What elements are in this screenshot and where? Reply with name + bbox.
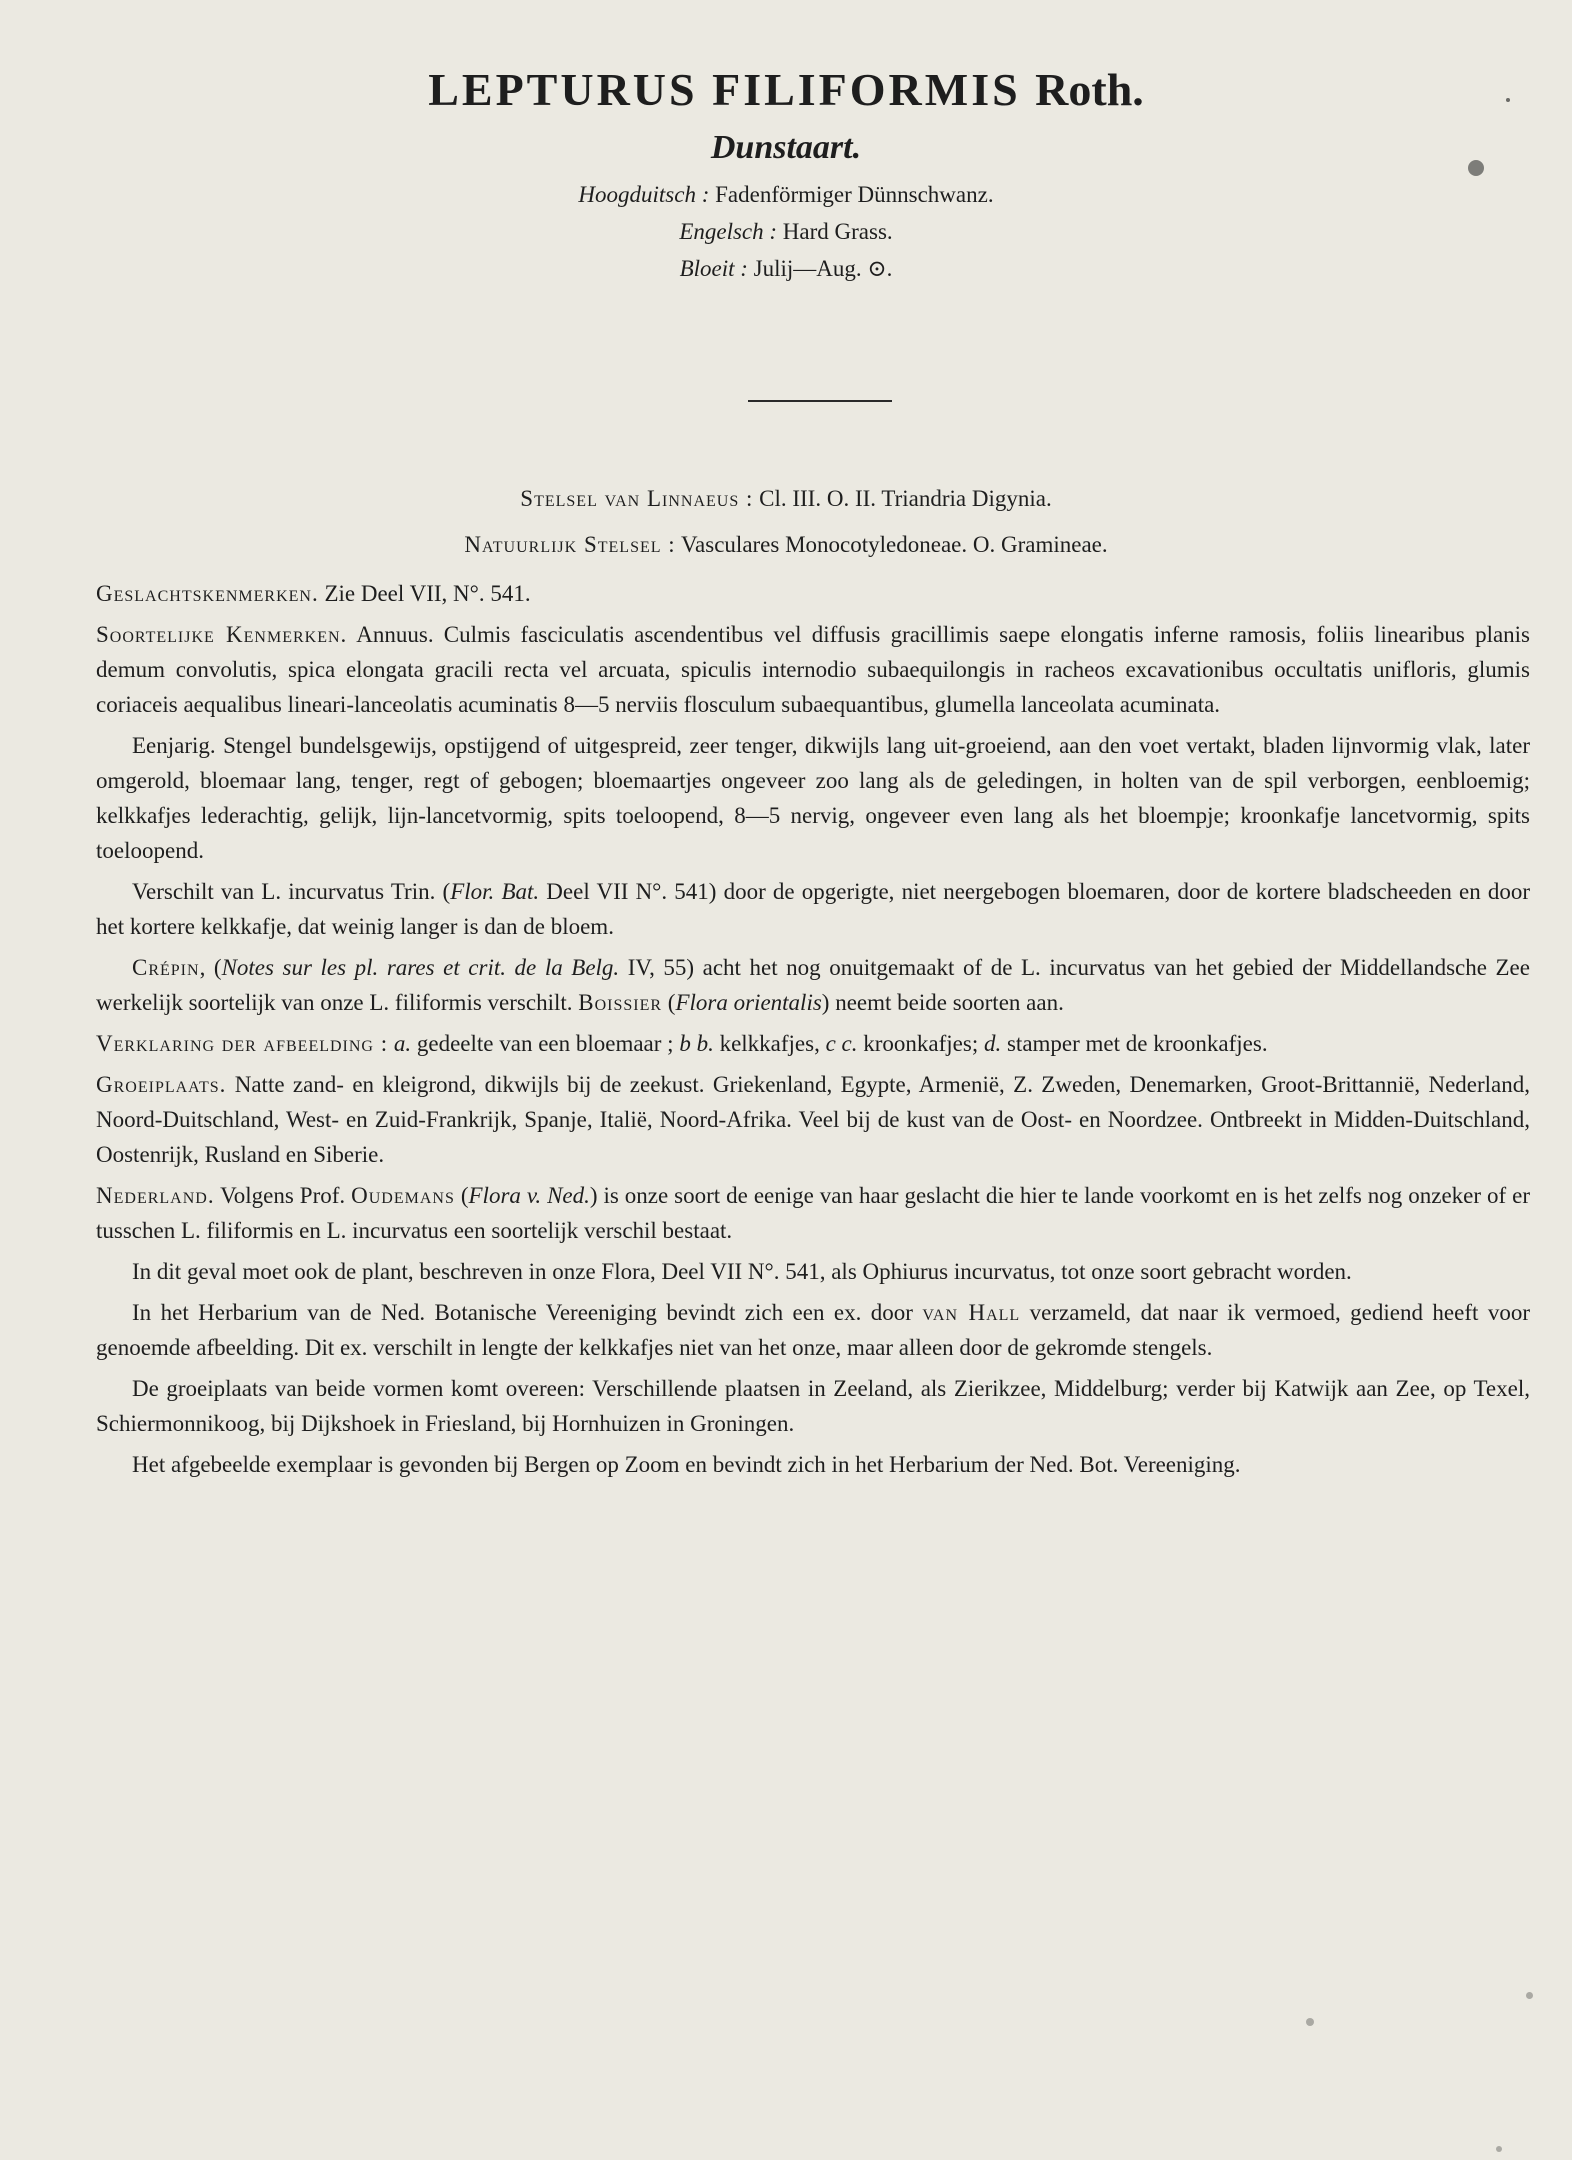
text-run: Verschilt van L. incurvatus Trin. ( bbox=[132, 879, 451, 904]
text-run: ( bbox=[662, 990, 676, 1015]
author-name: Crépin bbox=[132, 955, 200, 980]
text-run: kelkkafjes, bbox=[713, 1031, 826, 1056]
genus-characters-paragraph bbox=[96, 576, 1530, 611]
text-run: stamper met de kroonkafjes. bbox=[1001, 1031, 1268, 1056]
system-value: Cl. III. O. II. Triandria Digynia. bbox=[759, 486, 1052, 511]
text-run: ) is onze soort de eenige van haar geslacht die hier te lande voorkomt en is het zelfs nog onzeker of er tusschen L. filiformis en L. incurvatus een soortelijk verschil bestaat. bbox=[96, 1183, 1530, 1243]
vernacular-names bbox=[0, 176, 1572, 287]
name-line-bloom bbox=[0, 250, 1572, 287]
text-run: Volgens Prof. bbox=[220, 1183, 346, 1208]
citation: Flora v. Ned. bbox=[468, 1183, 590, 1208]
divider-rule bbox=[748, 400, 892, 402]
ophiurus-paragraph: In dit geval moet ook de plant, beschreven in onze Flora, Deel VII N°. 541, als Ophiurus incurvatus, tot onze soort gebracht worden. bbox=[132, 1259, 1352, 1284]
linnaeus-system-line bbox=[0, 486, 1572, 512]
text-run: Deel VII N°. 541) door de opgerigte, niet neergebogen bloemaren, door de kortere bladscheeden en door het kortere kelkkafje, dat weinig langer is dan de bloem. bbox=[96, 879, 1531, 939]
localities-paragraph: De groeiplaats van beide vormen komt overeen: Verschillende plaatsen in Zeeland, als Zierikzee, Middelburg; verder bij Katwijk aan Zee, op Texel, Schiermonnikoog, bij Dijkshoek in Friesland, bij Hornhuizen in Groningen. bbox=[96, 1376, 1530, 1436]
section-text: Natte zand- en kleigrond, dikwijls bij de zeekust. Griekenland, Egypte, Armenië, Z. Zweden, Denemarken, Groot-Brittannië, Nederland, Noord-Duitschland, West- en Zuid-Frankrijk, Spanje, Italië, Noord-Afrika. Veel bij de kust van de Oost- en Noordzee. Ontbreekt in Midden-Duitschland, Oostenrijk, Rusland en Siberie. bbox=[96, 1072, 1530, 1167]
author-name: Boissier bbox=[578, 990, 663, 1015]
name-label: Engelsch : bbox=[679, 219, 778, 244]
citation: Flor. Bat. bbox=[450, 879, 540, 904]
name-value: Fadenförmiger Dünnschwanz. bbox=[715, 182, 994, 207]
text-run: In het Herbarium van de Ned. Botanische Vereeniging bevindt zich een ex. door bbox=[132, 1300, 913, 1325]
author-name: Oudemans bbox=[351, 1183, 455, 1208]
difference-paragraph bbox=[96, 874, 1530, 944]
paper-spot bbox=[1306, 2018, 1314, 2026]
habitat-paragraph bbox=[96, 1067, 1530, 1172]
species-author: Roth. bbox=[1035, 64, 1144, 115]
text-run: , ( bbox=[199, 955, 222, 980]
text-run: ) neemt beide soorten aan. bbox=[821, 990, 1064, 1015]
citation: Flora orientalis bbox=[675, 990, 822, 1015]
page-header bbox=[0, 60, 1572, 287]
figure-letter: a. bbox=[393, 1031, 412, 1056]
system-value: Vasculares Monocotyledoneae. O. Gramineae. bbox=[681, 532, 1108, 557]
specimen-paragraph: Het afgebeelde exemplaar is gevonden bij Bergen op Zoom en bevindt zich in het Herbarium der Ned. Bot. Vereeniging. bbox=[132, 1452, 1241, 1477]
system-label: Natuurlijk Stelsel : bbox=[464, 532, 676, 557]
author-name: van Hall bbox=[922, 1300, 1021, 1325]
dutch-name: Dunstaart. bbox=[710, 129, 862, 166]
figure-letter: b b. bbox=[679, 1031, 714, 1056]
text-run: kroonkafjes; bbox=[857, 1031, 984, 1056]
species-characters-paragraph bbox=[96, 617, 1530, 722]
text-run: IV, 55) acht het nog onuitgemaakt of de L. incurvatus van het gebied der Middellandsche Zee werkelijk soortelijk van onze L. filiformis verschilt. bbox=[96, 955, 1530, 1015]
figure-explanation-paragraph bbox=[96, 1026, 1530, 1061]
text-run: gedeelte van een bloemaar ; bbox=[411, 1031, 680, 1056]
figure-letter: d. bbox=[983, 1031, 1002, 1056]
name-label: Bloeit : bbox=[679, 256, 748, 281]
dutch-description-paragraph: Eenjarig. Stengel bundelsgewijs, opstijgend of uitgespreid, zeer tenger, dikwijls lang uit-groeiend, aan den voet vertakt, bladen lijnvormig vlak, later omgerold, bloemaar lang, tenger, regt of gebogen; bloemaartjes ongeveer zoo lang als de geledingen, in holten van de spil verborgen, eenbloemig; kelkkafjes lederachtig, gelijk, lijn-lancetvormig, spits toeloopend, 8—5 nervig, ongeveer even lang als het bloempje; kroonkafje lancetvormig, spits toeloopend. bbox=[96, 733, 1530, 863]
name-value: Hard Grass. bbox=[782, 219, 893, 244]
netherlands-paragraph bbox=[96, 1178, 1530, 1248]
paper-spot bbox=[1496, 2146, 1502, 2152]
name-line-english bbox=[0, 213, 1572, 250]
section-text: Zie Deel VII, N°. 541. bbox=[324, 581, 531, 606]
text-run: ( bbox=[454, 1183, 469, 1208]
name-line-german bbox=[0, 176, 1572, 213]
name-label: Hoogduitsch : bbox=[578, 182, 710, 207]
natural-system-line bbox=[0, 532, 1572, 558]
species-title bbox=[0, 60, 1572, 120]
section-label: Nederland. bbox=[96, 1183, 215, 1208]
species-name: LEPTURUS FILIFORMIS bbox=[428, 64, 1021, 115]
paper-spot bbox=[1468, 160, 1484, 176]
citation: Notes sur les pl. rares et crit. de la Belg. bbox=[221, 955, 620, 980]
section-label: Soortelijke Kenmerken. bbox=[96, 622, 348, 647]
description-body bbox=[96, 576, 1530, 1488]
system-label: Stelsel van Linnaeus : bbox=[520, 486, 754, 511]
herbarium-paragraph bbox=[96, 1295, 1530, 1365]
text-run: verzameld, dat naar ik vermoed, gediend heeft voor genoemde afbeelding. Dit ex. verschilt in lengte der kelkkafjes niet van het onze, maar alleen door de gekromde stengels. bbox=[96, 1300, 1531, 1360]
section-label: Verklaring der afbeelding : bbox=[96, 1031, 389, 1056]
paper-spot bbox=[1506, 98, 1510, 102]
name-value: Julij—Aug. ⊙. bbox=[753, 256, 893, 281]
section-text: Annuus. Culmis fasciculatis ascendentibus vel diffusis gracillimis saepe elongatis inferne ramosis, foliis linearibus planis demum convolutis, spica elongata gracili recta vel arcuata, spiculis internodio subaequilongis in racheos excavationibus occultatis unifloris, glumis coriaceis aequalibus lineari-lanceolatis acuminatis 8—5 nerviis flosculum subaequantibus, glumella lanceolata acuminata. bbox=[96, 622, 1531, 717]
paper-spot bbox=[1526, 1992, 1533, 1999]
section-label: Groeiplaats. bbox=[96, 1072, 227, 1097]
crepin-paragraph bbox=[96, 950, 1530, 1020]
figure-letter: c c. bbox=[825, 1031, 858, 1056]
section-label: Geslachtskenmerken. bbox=[96, 581, 319, 606]
